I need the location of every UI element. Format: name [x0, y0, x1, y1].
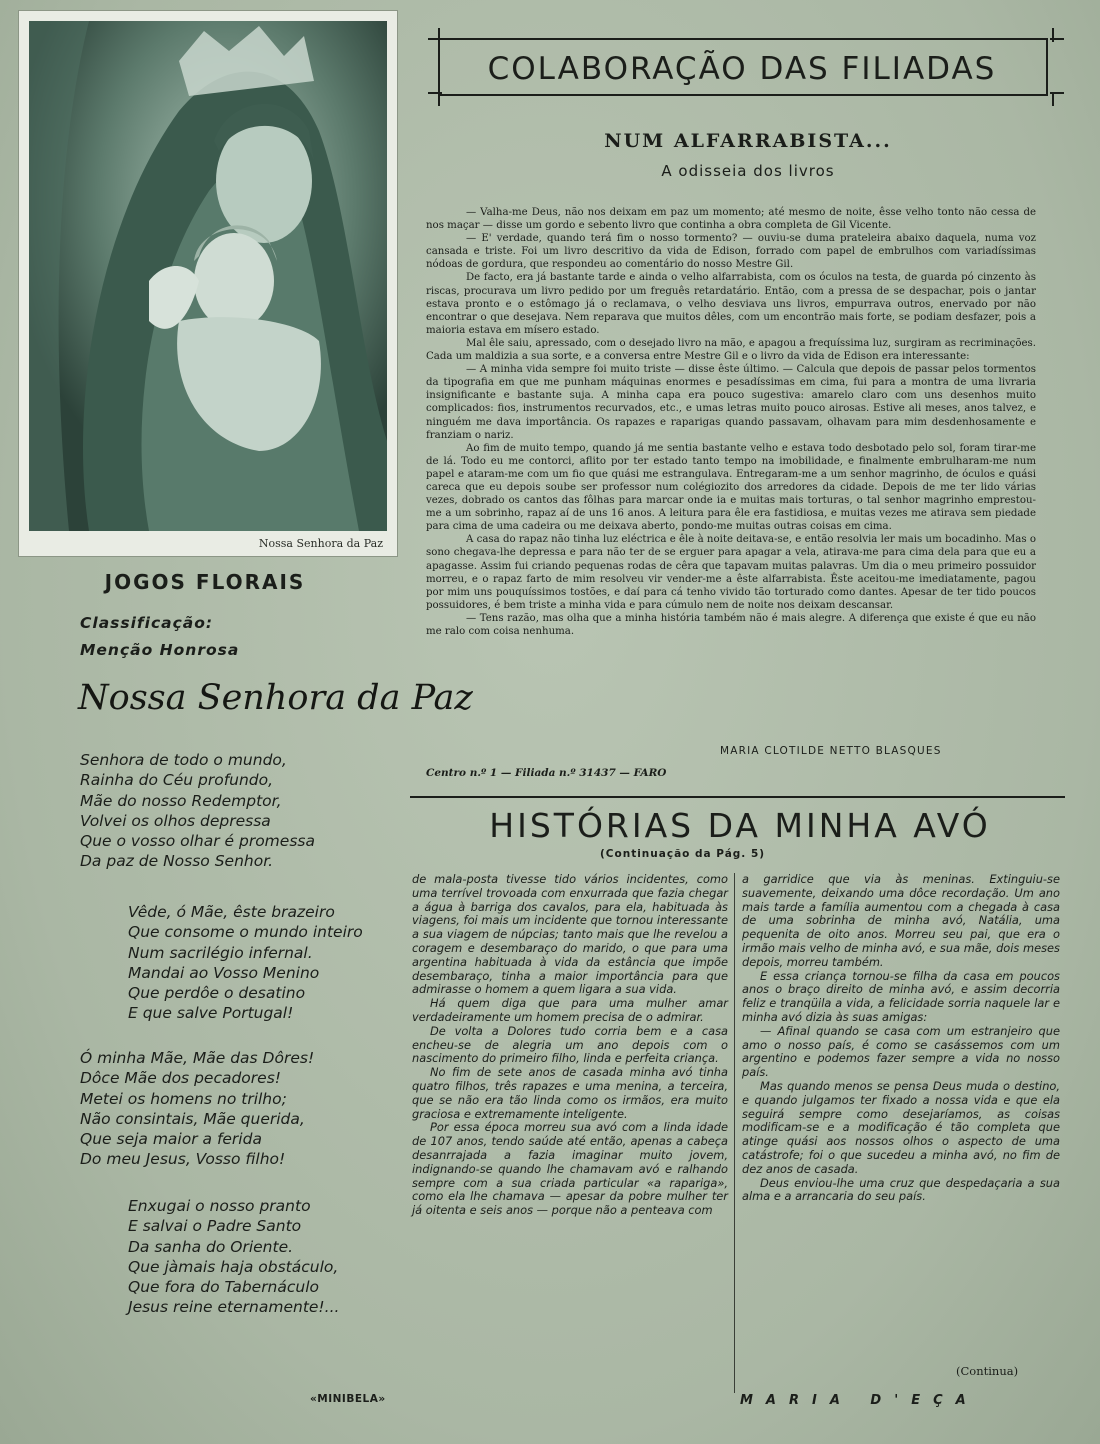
poem-line: Senhora de todo o mundo,	[80, 751, 287, 769]
photo-caption: Nossa Senhora da Paz	[258, 537, 383, 550]
historias-paragraph: Por essa época morreu sua avó com a linda idade de 107 anos, tendo saúde até então, apenas a cabeça desanrrajada a fazia imaginar muito jovem, indignando-se quando lhe chamavam avó e ralhando sempre com a sua criada particular «a rapariga», como ela lhe chamava — apesar da pobre mulher ter já oitenta e seis anos — porque não a penteava com	[412, 1120, 728, 1218]
poem-line: Mãe do nosso Redemptor,	[80, 791, 282, 810]
article-paragraph: — Valha-me Deus, não nos deixam em paz um momento; até mesmo de noite, êsse velho tonto não cessa de nos maçar — disse um gordo e sebento livro que continha a obra completa de Gil Vicente.	[426, 207, 1036, 232]
article-paragraph: — E' verdade, quando terá fim o nosso tormento? — ouviu-se duma prateleira abaixo daquela, numa voz cansada e triste. Foi um livro descritivo da vida de Edison, forrado com papel de embrulhos com variadíssimas nódoas de gordura, que respondeu ao comentário do nosso Mestre Gil.	[426, 233, 1036, 271]
poem-line: Do meu Jesus, Vosso filho!	[80, 1150, 286, 1169]
banner-corner	[438, 28, 440, 42]
poem-line: Que fora do Tabernáculo	[128, 1278, 320, 1297]
historias-paragraph: E essa criança tornou-se filha da casa em poucos anos o braço direito de minha avó, e assim decorria feliz e tranqüila a vida, a felicidade sorria naquele lar e minha avó dizia às suas amigas:	[742, 968, 1060, 1024]
banner-corner	[1052, 92, 1054, 106]
poem-line: Jesus reine eternamente!...	[128, 1298, 340, 1317]
madonna-illustration	[29, 21, 387, 531]
article-centro: Centro n.º 1 — Filiada n.º 31437 — FARO	[426, 767, 667, 779]
historias-paragraph: No fim de sete anos de casada minha avó tinha quatro filhos, três rapazes e uma menina, a terceira, que se não era tão linda como os irmãos, era muito graciosa e extremamente inteligente.	[412, 1065, 728, 1121]
poem-line: Ó minha Mãe, Mãe das Dôres!	[80, 1049, 315, 1067]
jogos-florais-heading: JOGOS FLORAIS	[104, 570, 306, 594]
madonna-photo	[29, 21, 387, 531]
column-divider	[734, 873, 735, 1393]
poem-title: Nossa Senhora da Paz	[78, 678, 473, 718]
article-paragraph: Mal êle saiu, apressado, com o desejado livro na mão, e apagou a frequíssima luz, surgiram as recriminações. Cada um maldizia a sua sorte, e a conversa entre Mestre Gil e o livro da vida de Edison era interessante:	[426, 337, 1036, 363]
article-paragraph: Ao fim de muito tempo, quando já me sentia bastante velho e estava todo desbotado pelo sol, foram tirar-me de lá. Todo eu me contorci, aflito por ter estado tanto tempo na imobilidade, e finalmente embrulharam-me num papel e ataram-me com um fio que quási me estrangulava. Entregaram-me a um senhor magrinho, de óculos e quási careca que eu depois soube ser professor num colégiozito dos arredores da cidade. Depois de me ter lido várias vezes, dobrado os cantos das fôlhas para marcar onde ia e muitas mais torturas, o tal senhor magrinho emprestou-me a um sobrinho, rapaz aí de uns 16 anos. A leitura para êle era fastidiosa, e muitas vezes me atirava sem piedade para cima de uma cadeira ou me deixava aberto, pondo-me muitas outras coisas em cima.	[426, 442, 1036, 533]
poem-line: Volvei os olhos depressa	[80, 811, 271, 830]
article-paragraph: A casa do rapaz não tinha luz eléctrica e êle à noite deitava-se, e então resolvia ler mais um bocadinho. Mas o sono chegava-lhe depressa e para não ter de se erguer para apagar a vela, atirava-me para cima dela para que eu a apagasse. Assim fui criando pequenas rodas de cêra que tapavam muitas palavras. Um dia o meu primeiro possuidor morreu, e o rapaz farto de mim resolveu vir vender-me a êste alfarrabista. Êste aceitou-me imediatamente, pagou por mim uns pouquíssimos tostões, e daí para cá tenho vivido tão torturado como dantes. Apesar de ter tido poucos possuidores, é bem triste a minha vida e para cúmulo nem de noite nos deixam descansar.	[426, 534, 1036, 611]
poem-line: Metei os homens no trilho;	[80, 1089, 287, 1108]
poem-line: Da paz de Nosso Senhor.	[80, 852, 274, 871]
banner-corner	[438, 92, 440, 106]
section-divider	[410, 796, 1065, 798]
continua-label: (Continua)	[956, 1364, 1019, 1378]
poem-author: «MINIBELA»	[310, 1393, 386, 1405]
poem-line: Dôce Mãe dos pecadores!	[80, 1069, 281, 1088]
historias-paragraph: a garridice que via às meninas. Extinguiu-se suavemente, deixando uma dôce recordação. Um ano mais tarde a família aumentou com a chegada à casa de uma sobrinha de minha avó, Natália, uma pequenita de oito anos. Morreu seu pai, que era o irmão mais velho de minha avó, e sua mãe, dois meses depois, morreu também.	[742, 872, 1060, 969]
poem-line: Não consintais, Mãe querida,	[80, 1109, 305, 1128]
poem-stanza-3	[80, 1048, 314, 1170]
poem-line: Num sacrilégio infernal.	[128, 943, 313, 962]
poem-line: E salvai o Padre Santo	[128, 1217, 302, 1236]
colaboracao-banner	[428, 28, 1064, 108]
article-body	[426, 206, 1036, 638]
poem-line: Vêde, ó Mãe, êste brazeiro	[128, 903, 335, 921]
article-subtitle: A odisseia dos livros	[661, 162, 835, 180]
poem-stanza-4	[128, 1196, 339, 1318]
poem-line: Mandai ao Vosso Menino	[128, 963, 320, 982]
historias-paragraph: Deus enviou-lhe uma cruz que despedaçaria a sua alma e a arrancaria do seu país.	[742, 1175, 1060, 1204]
poem-line: Que perdôe o desatino	[128, 984, 306, 1003]
historias-paragraph: — Afinal quando se casa com um estranjeiro que amo o nosso país, é como se casássemos com um argentino e podemos fazer sempre a vida no nosso país.	[742, 1023, 1060, 1080]
classification-label: Classificação:	[80, 614, 214, 632]
historias-paragraph: De volta a Dolores tudo corria bem e a casa encheu-se de alegria um ano depois com o nascimento do primeiro filho, linda e perfeita criança.	[412, 1023, 728, 1066]
historias-column-2	[742, 873, 1060, 1204]
historias-paragraph: de mala-posta tivesse tido vários incidentes, como uma terrível trovoada com enxurrada que fazia chegar a água à barriga dos cavalos, para ela, habituada às viagens, foi mais um incidente que tornou interessante a sua viagem de núpcias; tanto mais que lhe revelou a coragem e desembaraço do marido, o que para uma argentina habituada à vida da estância que impõe desembaraço, tinha a maior importância para que admirasse o homem a quem ligara a sua vida.	[412, 872, 728, 997]
article-paragraph: — Tens razão, mas olha que a minha história também não é mais alegre. A diferença que existe é que eu não me ralo com coisa nenhuma.	[426, 612, 1036, 637]
historias-subtitle: (Continuação da Pág. 5)	[600, 848, 766, 860]
classification	[80, 610, 239, 664]
poem-line: Que jàmais haja obstáculo,	[128, 1257, 339, 1276]
article-signature: MARIA CLOTILDE NETTO BLASQUES	[720, 745, 942, 757]
article-paragraph: — A minha vida sempre foi muito triste — disse êste último. — Calcula que depois de passar pelos tormentos da tipografia em que me punham máquinas enormes e pesadíssimas em cima, fui para a montra de uma livraria insignificante e bastante suja. A minha capa era pouco sugestiva: amarelo claro com uns desenhos muito complicados: fios, instrumentos recurvados, etc., e umas letras muito pouco airosas. Estive ali meses, anos talvez, e ninguém me dava importância. Os rapazes e raparigas quando passavam, olhavam para mim desdenhosamente e franziam o nariz.	[426, 364, 1036, 441]
madonna-photo-frame	[18, 10, 398, 557]
poem-stanza-2	[128, 902, 363, 1024]
historias-title: HISTÓRIAS DA MINHA AVÓ	[489, 806, 991, 845]
historias-author: MARIA D'EÇA	[740, 1393, 979, 1408]
poem-stanza-1	[80, 750, 315, 872]
poem-line: E que salve Portugal!	[128, 1004, 294, 1023]
historias-column-1	[412, 873, 728, 1218]
article-paragraph: De facto, era já bastante tarde e ainda o velho alfarrabista, com os óculos na testa, de guarda pó cinzento às riscas, procurava um livro pedido por um freguês retardatário. Então, com a pressa de se despachar, pois o jantar estava pronto e o estômago já o reclamava, o velho desviava uns livros, empurrava outros, enervado por não encontrar o que desejava. Nem reparava que muitos dêles, com um encontrão mais forte, se podiam desfazer, pois a maioria estava em mísero estado.	[426, 272, 1036, 336]
article-title: NUM ALFARRABISTA...	[604, 130, 892, 152]
poem-line: Que seja maior a ferida	[80, 1130, 262, 1149]
poem-line: Enxugai o nosso pranto	[128, 1197, 311, 1215]
poem-line: Que o vosso olhar é promessa	[80, 832, 315, 851]
banner-corner	[1052, 28, 1054, 42]
poem-line: Que consome o mundo inteiro	[128, 923, 363, 942]
poem-line: Da sanha do Oriente.	[128, 1237, 294, 1256]
banner-title: COLABORAÇÃO DAS FILIADAS	[487, 51, 997, 87]
classification-value: Menção Honrosa	[80, 641, 240, 659]
historias-paragraph: Mas quando menos se pensa Deus muda o destino, e quando julgamos ter fixado a nossa vida e que ela seguirá sempre como desejaríamos, as coisas modificam-se e a modificação é tão completa que atinge quási aos nossos olhos o aspecto de uma catástrofe; foi o que sucedeu a minha avó, no fim de dez anos de casada.	[742, 1078, 1060, 1176]
historias-paragraph: Há quem diga que para uma mulher amar verdadeiramente um homem precisa de o admirar.	[412, 996, 728, 1024]
poem-line: Rainha do Céu profundo,	[80, 771, 274, 790]
